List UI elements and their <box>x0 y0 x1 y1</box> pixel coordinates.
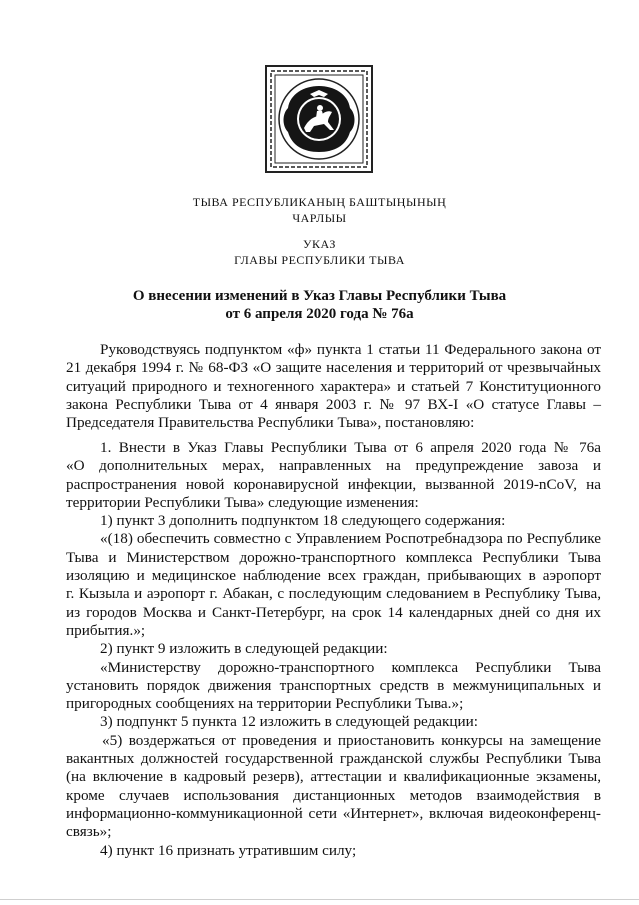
amendment-line: из городов Москва и Санкт-Петербург, на срок 14 календарных дней со дня их <box>66 603 601 621</box>
header-line-3: УКАЗ <box>303 237 336 251</box>
amendment-line: «(18) обеспечить совместно с Управлением Роспотребнадзора по Республике <box>100 530 601 548</box>
amendment-line: прибытия.»; <box>66 621 146 639</box>
amendments-section <box>66 439 601 860</box>
amendment-line: «Министерству дорожно-транспортного комплекса Республики Тыва <box>100 658 601 676</box>
amendment-line: распространения новой коронавирусной инфекции, вызванной 2019-nCoV, на <box>66 475 601 493</box>
amendment-line: информационно-коммуникационной сети «Интернет», включая видеоконференц- <box>66 804 601 822</box>
title-line-2: от 6 апреля 2020 года № 76а <box>225 306 414 322</box>
amendment-line: вакантных должностей государственной гражданской службы Республики Тыва <box>66 750 601 768</box>
header-line-4: ГЛАВЫ РЕСПУБЛИКИ ТЫВА <box>234 253 405 267</box>
tuva-coat-of-arms-icon <box>264 64 374 174</box>
preamble-line: Руководствуясь подпунктом «ф» пункта 1 статьи 11 Федерального закона от <box>100 341 601 358</box>
amendment-line: пригородных сообщениях на территории Республики Тыва.»; <box>66 695 464 713</box>
preamble-line: ситуаций природного и техногенного характера» и статьей 7 Конституционного <box>66 377 601 395</box>
preamble-line: Председателя Правительства Республики Тыва», постановляю: <box>66 414 475 432</box>
amendment-line: 1. Внести в Указ Главы Республики Тыва от 6 апреля 2020 года № 76а <box>100 439 601 456</box>
amendment-line: (на включение в кадровый резерв), аттестации и квалификационные экзамены, <box>66 768 601 786</box>
preamble-line: 21 декабря 1994 г. № 68-ФЗ «О защите населения и территорий от чрезвычайных <box>66 359 601 377</box>
preamble-line: закона Республики Тыва от 4 января 2003 г. № 97 ВХ-I «О статусе Главы – <box>66 395 601 413</box>
amendment-line: г. Кызыла и аэропорт г. Абакан, с последующим следованием в Республику Тыва, <box>66 585 601 603</box>
amendment-line: 2) пункт 9 изложить в следующей редакции: <box>100 640 388 658</box>
preamble-paragraph <box>66 341 601 432</box>
amendment-line: связь»; <box>66 823 112 841</box>
amendment-line: кроме случаев использования дистанционных методов взаимодействия в <box>66 786 601 804</box>
amendment-line: изоляцию и медицинское наблюдение всех граждан, прибывающих в аэропорт <box>66 567 601 585</box>
amendment-line: 4) пункт 16 признать утратившим силу; <box>100 841 357 859</box>
amendment-line: 3) подпункт 5 пункта 12 изложить в следующей редакции: <box>100 713 479 731</box>
page-bottom-edge <box>0 899 639 900</box>
amendment-line: территории Республики Тыва» следующие изменения: <box>66 493 419 511</box>
header-line-2: ЧАРЛЫЫ <box>292 211 347 225</box>
amendment-line: установить порядок движения транспортных средств в межмуниципальных и <box>66 676 601 694</box>
amendment-line: Тыва и Министерством дорожно-транспортного комплекса Республики Тыва <box>66 548 601 566</box>
title-line-1: О внесении изменений в Указ Главы Республики Тыва <box>132 288 507 304</box>
amendment-line: 1) пункт 3 дополнить подпунктом 18 следующего содержания: <box>100 512 506 530</box>
amendment-line: «О дополнительных мерах, направленных на предупреждение завоза и <box>66 457 601 475</box>
amendment-line: «5) воздержаться от проведения и приостановить конкурсы на замещение <box>102 731 601 749</box>
header-line-1: ТЫВА РЕСПУБЛИКАНЫҢ БАШТЫҢЫНЫҢ <box>192 195 447 209</box>
